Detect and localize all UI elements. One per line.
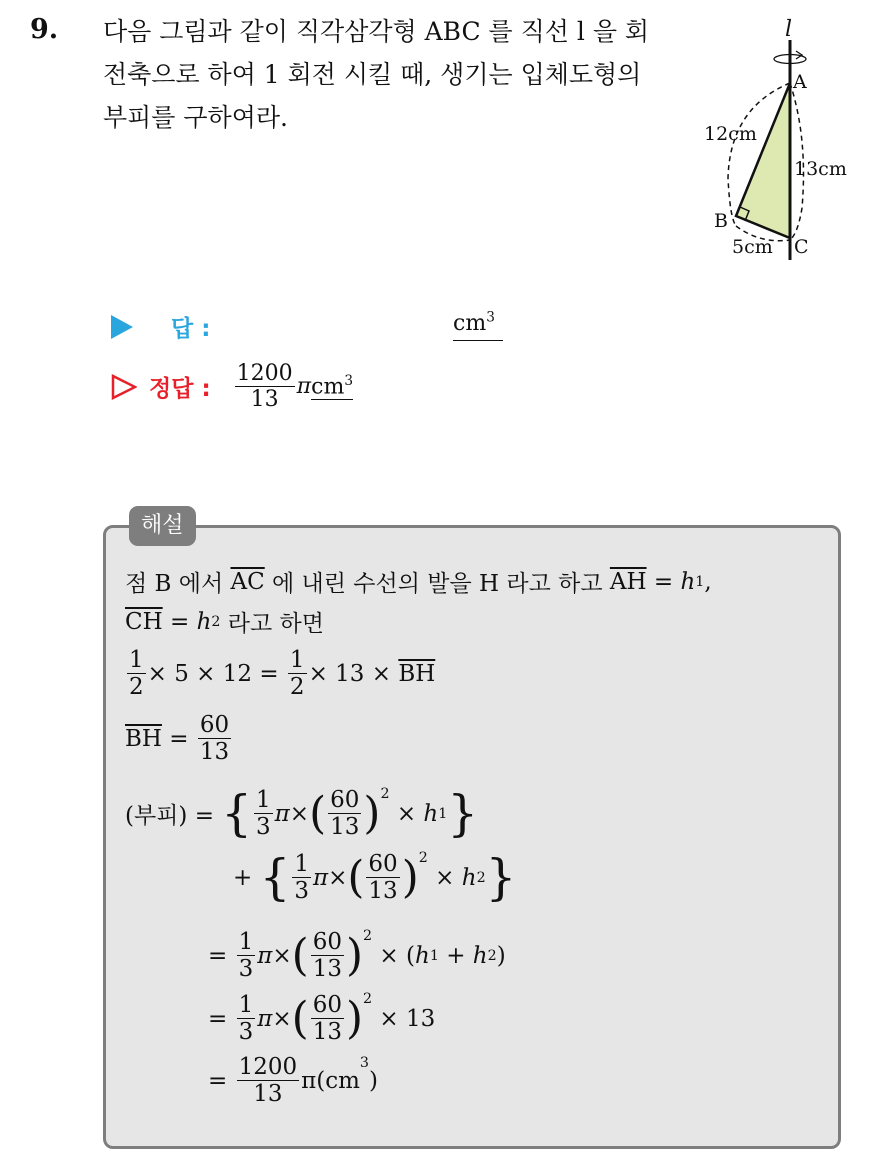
- vertex-b-label: B: [714, 210, 728, 232]
- question-line-2: 전축으로 하여 1 회전 시킬 때, 생기는 입체도형의: [103, 60, 642, 89]
- solution-line-6: + { $\frac{1}{3}$ π × ( $\frac{60}{13}$ ) $^2$ × h 2 }: [233, 849, 517, 906]
- axis-label: l: [785, 17, 793, 42]
- question-line-3: 부피를 구하여라.: [103, 103, 288, 132]
- question-text: [103, 10, 678, 139]
- side-ac-label: 13cm: [794, 158, 847, 180]
- solution-line-1: 점 B 에서 $\overline{AC}$ 에 내린 수선의 발을 H 라고 하고 $\overline{AH}$ = h 1 ,: [125, 568, 712, 597]
- solution-tag: 해설: [129, 506, 196, 546]
- correct-value: $\frac{1200}{13}$ π $cm^3$: [236, 361, 353, 413]
- solution-line-7: = $\frac{1}{3}$ π × ( $\frac{60}{13}$ ) $^2$ × ( h 1 + h 2 ): [208, 928, 506, 983]
- answer-row: [111, 310, 210, 343]
- question-line-1: 다음 그림과 같이 직각삼각형 ABC 를 직선 l 을 회: [103, 17, 650, 46]
- correct-label: 정답 :: [149, 376, 211, 403]
- solution-line-5: (부피) = { $\frac{1}{3}$ π × ( $\frac{60}{13}$ ) $^2$ × h 1 }: [125, 785, 479, 842]
- vertex-a-label: A: [793, 71, 807, 93]
- answer-label: 답 :: [171, 316, 211, 342]
- triangle-abc: [736, 83, 790, 238]
- solution-line-4: $\overline{BH}$ = $\frac{60}{13}$: [125, 712, 230, 766]
- vertex-c-label: C: [794, 236, 809, 258]
- side-bc-label: 5cm: [732, 236, 773, 258]
- correct-row: [111, 362, 353, 411]
- play-triangle-icon: [111, 315, 133, 339]
- question-number: 9.: [30, 14, 59, 45]
- solution-line-3: $\frac{1}{2}$ × 5 × 12 = $\frac{1}{2}$ × 13 × $\overline{BH}$: [129, 647, 436, 701]
- answer-unit: $cm^3$: [453, 310, 495, 337]
- solution-line-9: = $\frac{1200}{13}$ π(cm $^3$ ): [208, 1054, 378, 1108]
- solution-line-8: = $\frac{1}{3}$ π × ( $\frac{60}{13}$ ) $^2$ × 13: [208, 991, 436, 1046]
- outline-triangle-icon: [111, 374, 137, 400]
- side-ab-label: 12cm: [704, 123, 757, 145]
- triangle-rotation-figure: [690, 8, 860, 268]
- answer-input[interactable]: [453, 310, 503, 341]
- solution-line-2: $\overline{CH}$ = h 2 라고 하면: [125, 608, 324, 637]
